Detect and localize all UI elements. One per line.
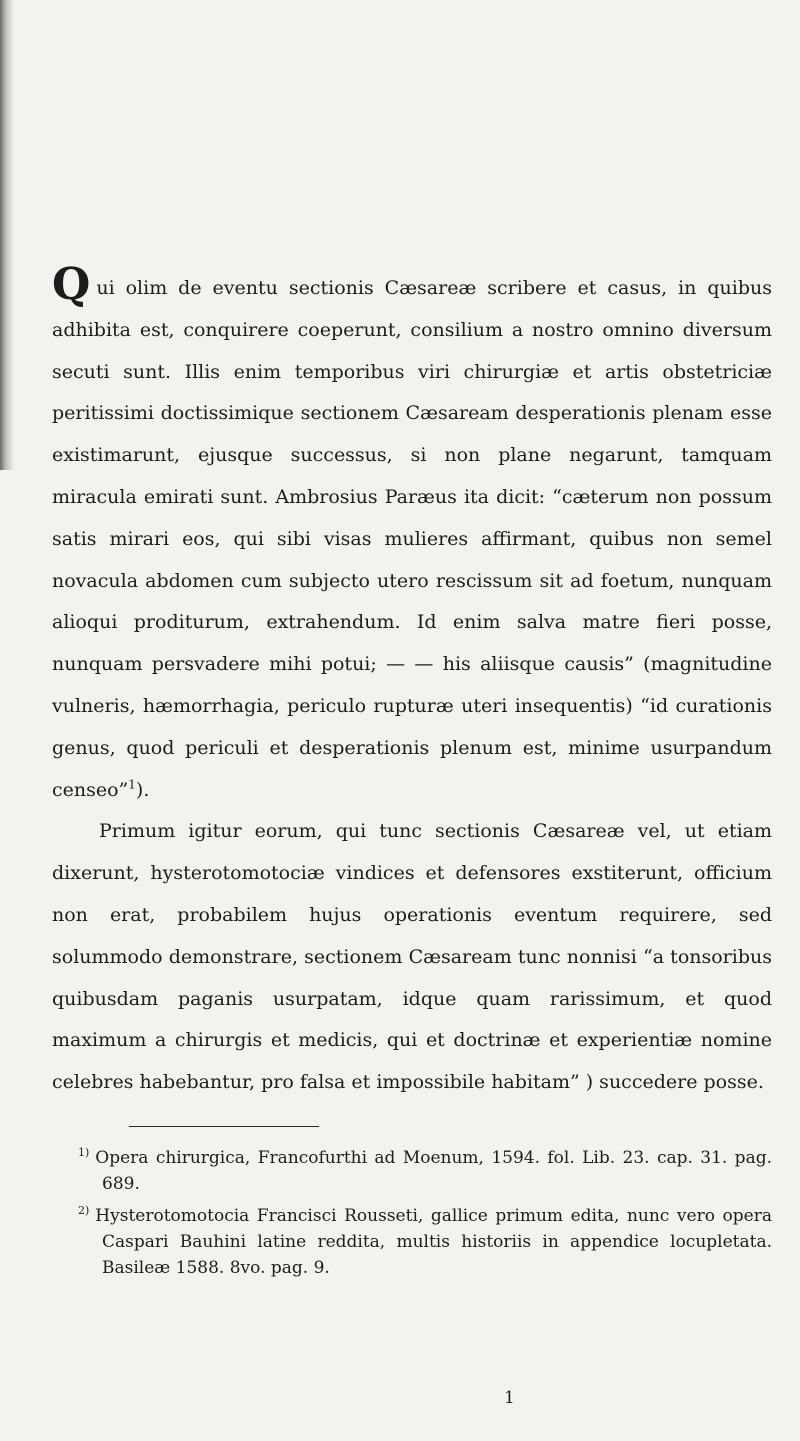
footnote-rule [129, 1126, 319, 1127]
body-text [52, 259, 772, 1104]
footnote-2 [72, 1203, 772, 1281]
footnote-1-text: Opera chirurgica, Francofurthi ad Moenum, 1594. fol. Lib. 23. cap. 31. pag. 689. [95, 1147, 772, 1194]
page-content [52, 259, 772, 1287]
footnote-ref-1: 1 [128, 777, 136, 792]
paragraph-1-end: ). [135, 778, 150, 801]
footnote-2-mark: 2) [78, 1204, 90, 1218]
footnote-1-mark: 1) [78, 1146, 90, 1160]
paragraph-2: Primum igitur eorum, qui tunc sectionis Cæsareæ vel, ut etiam dixerunt, hysterotomotociæ vindices et defensores exstiterunt, officium non erat, probabilem hujus operationis eventum requirere, sed solummodo demonstrare, sectionem Cæsaream tunc nonnisi “a tonsoribus quibusdam paganis usurpatam, idque quam rarissimum, et quod maximum a chirurgis et medicis, qui et doctrinæ et experientiæ nomine celebres habebantur, pro falsa et impossibile habitam” ) succedere posse. [52, 820, 772, 1094]
page-edge-shadow [0, 0, 14, 470]
page-number: 1 [504, 1388, 515, 1408]
paragraph-1 [52, 259, 772, 811]
paragraph-1-text: ui olim de eventu sectionis Cæsareæ scribere et casus, in quibus adhibita est, conquirere coeperunt, consilium a nostro omnino diversum secuti sunt. Illis enim temporibus viri chirurgiæ et artis obstetriciæ peritissimi doctissimique sectionem Cæsaream desperationis plenam esse existimarunt, ejusque successus, si non plane negarunt, tamquam miracula emirati sunt. Ambrosius Paræus ita dicit: “cæterum non possum satis mirari eos, qui sibi visas mulieres affirmant, quibus non semel novacula abdomen cum subjecto utero rescissum sit ad foetum, nunquam alioqui proditurum, extrahendum. Id enim salva matre fieri posse, nunquam persvadere mihi potui; — — his aliisque causis” (magnitudine vulneris, hæmorrhagia, periculo rupturæ uteri insequentis) “id curationis genus, quod periculi et desperationis plenum est, minime usurpandum censeo” [52, 277, 772, 801]
drop-cap: Q [52, 259, 91, 310]
footnote-2-text: Hysterotomotocia Francisci Rousseti, gallice primum edita, nunc vero opera Caspari Bauhini latine reddita, multis historiis in appendice locupletata. Basileæ 1588. 8vo. pag. 9. [95, 1205, 772, 1278]
footnote-1 [72, 1145, 772, 1197]
